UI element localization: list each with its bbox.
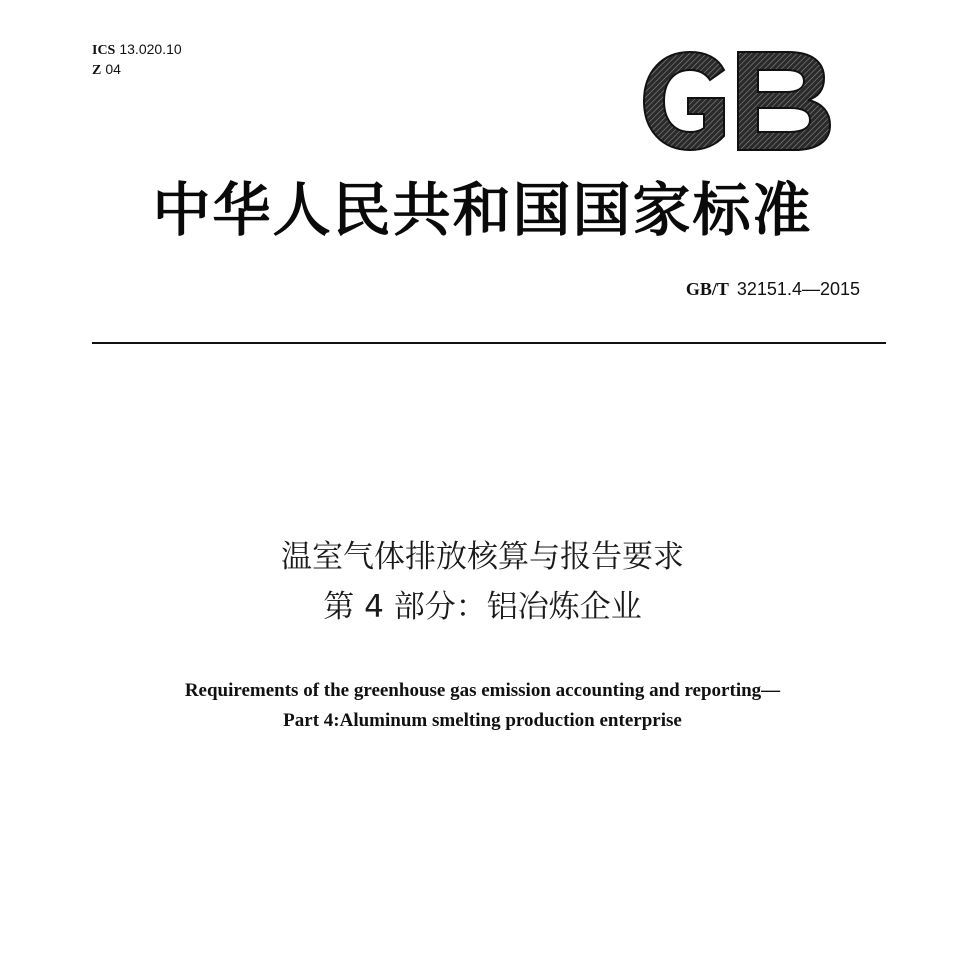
logo-letter-g <box>644 52 724 150</box>
national-standard-heading: 中华人民共和国国家标准 <box>152 176 813 244</box>
title-chinese <box>0 532 965 632</box>
ccs-label: Z <box>92 63 102 78</box>
title-en-line2: Part 4:Aluminum smelting production enterprise <box>283 710 682 731</box>
ics-code: 13.020.10 <box>119 41 182 57</box>
ics-label: ICS <box>92 43 116 58</box>
standard-number <box>686 278 860 300</box>
gb-logo <box>638 48 834 154</box>
logo-letter-b <box>738 52 830 150</box>
standard-prefix: GB/T <box>685 279 729 299</box>
title-english <box>0 676 965 736</box>
ics-line <box>92 40 182 60</box>
gb-logo-mark <box>638 48 834 154</box>
title-cn-line1: 温室气体排放核算与报告要求 <box>281 539 684 575</box>
standard-code: 32151.4—2015 <box>736 279 860 299</box>
title-cn-line2: 第 4 部分：铝冶炼企业 <box>323 589 642 625</box>
ccs-line <box>92 60 182 80</box>
ccs-code: 04 <box>105 61 121 77</box>
header-divider <box>92 342 886 344</box>
classification-codes <box>92 40 182 80</box>
title-en-line1: Requirements of the greenhouse gas emission accounting and reporting— <box>184 680 781 701</box>
